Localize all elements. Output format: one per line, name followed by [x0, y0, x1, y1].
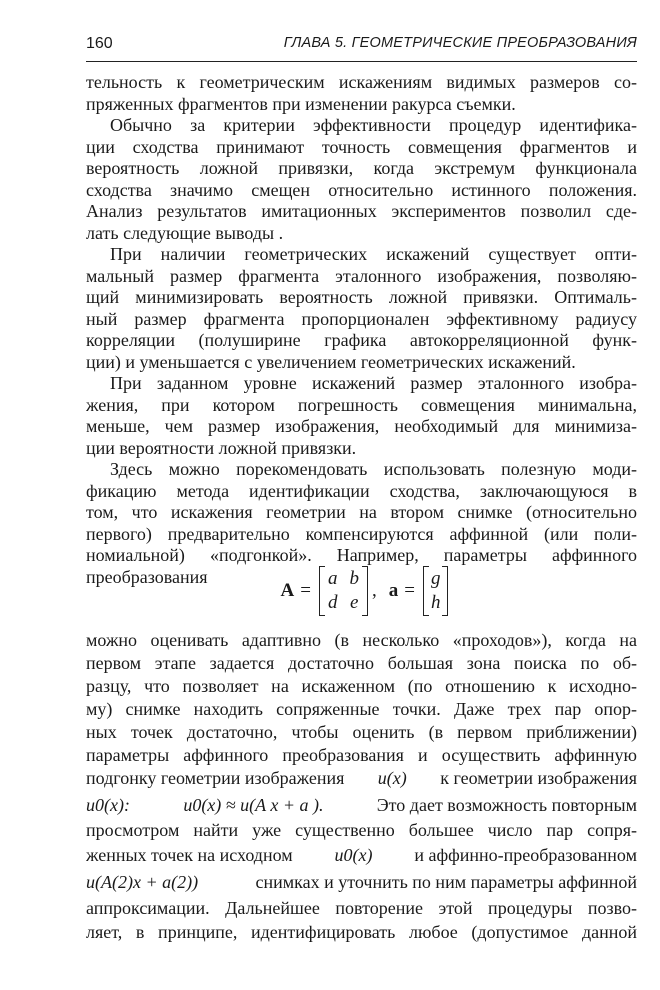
text-line: тельность к геометрическим искажениям видимых размеров со- — [86, 72, 637, 92]
text-line: можно оценивать адаптивно (в несколько «проходов»), когда на — [86, 630, 637, 650]
math-ux: u(x) — [377, 768, 407, 788]
matrix-A-symbol: A — [280, 580, 295, 601]
text-line: При наличии геометрических искажений существует опти- — [110, 244, 637, 264]
text-line: просмотром найти уже существенно большее число пар сопря- — [86, 820, 637, 840]
text-line: аппроксимации. Дальнейшее повторение этой процедуры позво- — [86, 898, 637, 918]
text-line-math — [86, 870, 637, 894]
math-approx-expression: u0(x) ≈ u(A x + a ). — [183, 795, 324, 815]
text-line: ный размер фрагмента пропорционален эффективному радиусу — [86, 308, 637, 329]
vector-entry: h — [430, 592, 441, 613]
matrix-entry: d — [327, 592, 338, 613]
text-line: жения, при котором погрешность совмещения минимальна, — [86, 394, 637, 415]
text-line: фикацию метода идентификации сходства, заключающуюся в — [86, 480, 637, 501]
text-fragment: подгонку геометрии изображения — [86, 768, 345, 788]
text-fragment: Это дает возможность повторным — [376, 795, 637, 815]
text-line: разцу, что позволяет на искаженном (по отношению к исходно- — [86, 676, 637, 696]
text-line: При заданном уровне искажений размер эталонного изобра- — [110, 373, 637, 393]
matrix-entry: a — [327, 568, 338, 589]
text-line: му) снимке находить сопряженные точки. Даже трех пар опор- — [86, 699, 637, 719]
text-line: ции вероятности ложной привязки. — [86, 437, 357, 458]
text-line: щий минимизировать вероятность ложной привязки. Оптималь- — [86, 287, 637, 307]
matrix-entry: b — [349, 568, 359, 589]
text-line: вероятность ложной привязки, когда экстремум функционала — [86, 158, 637, 178]
text-line: первого) предварительно компенсируются аффинной (или поли- — [86, 523, 637, 544]
text-line: номиальной) «подгонкой». Например, параметры аффинного — [86, 545, 637, 565]
text-line: корреляции (полуширине графика автокорреляционной функ- — [86, 330, 637, 350]
text-line: сходства значимо смещен относительно истинного положения. — [86, 179, 637, 200]
comma: , — [371, 580, 377, 601]
text-line-math — [86, 793, 637, 817]
vector-a-symbol: a — [388, 580, 399, 601]
text-fragment: женных точек на исходном — [86, 845, 293, 865]
text-line: преобразования — [86, 566, 208, 587]
page-number: 160 — [86, 35, 113, 52]
text-line: ляет, в принципе, идентифицировать любое (допустимое данной — [86, 922, 637, 942]
page-header — [86, 33, 637, 62]
running-head: ГЛАВА 5. ГЕОМЕТРИЧЕСКИЕ ПРЕОБРАЗОВАНИЯ — [283, 35, 637, 51]
math-u-A2-expression: u(A(2)x + a(2)) — [86, 872, 199, 892]
text-fragment: снимках и уточнить по ним параметры аффинной — [255, 872, 637, 892]
text-line: параметры аффинного преобразования и осуществить аффинную — [86, 745, 637, 765]
text-line: пряженных фрагментов при изменении ракурса съемки. — [86, 93, 516, 114]
text-line: Обычно за критерии эффективности процедур идентифика- — [110, 115, 637, 135]
text-line: лать следующие выводы . — [86, 222, 284, 243]
matrix-entry: e — [350, 592, 359, 613]
text-line: ции) и уменьшается с увеличением геометрических искажений. — [86, 351, 576, 372]
text-line: том, что искажения геометрии на втором снимке (относительно — [86, 502, 637, 522]
equals-sign: = — [300, 580, 311, 601]
text-line-math — [86, 843, 637, 867]
text-line: ных точек достаточно, чтобы оценить (в первом приближении) — [86, 722, 637, 742]
text-line-math — [86, 766, 637, 790]
text-line: Анализ результатов имитационных экспериментов позволил сде- — [86, 201, 637, 221]
equals-sign: = — [404, 580, 415, 601]
text-line: ции сходства принимают точность совмещения фрагментов и — [86, 136, 637, 157]
text-line: мальный размер фрагмента эталонного изображения, позволяю- — [86, 265, 637, 286]
text-fragment: к геометрии изображения — [440, 768, 637, 788]
text-line: меньше, чем размер изображения, необходимый для минимиза- — [86, 416, 637, 436]
math-u0x-colon: u0(x): — [86, 795, 130, 815]
vector-entry: g — [430, 568, 441, 589]
math-u0x: u0(x) — [334, 845, 373, 865]
text-line: первом этапе задается достаточно большая зона поиска по об- — [86, 653, 637, 673]
text-line: Здесь можно порекомендовать использовать полезную моди- — [110, 459, 637, 479]
text-fragment: и аффинно-преобразованном — [414, 845, 637, 865]
